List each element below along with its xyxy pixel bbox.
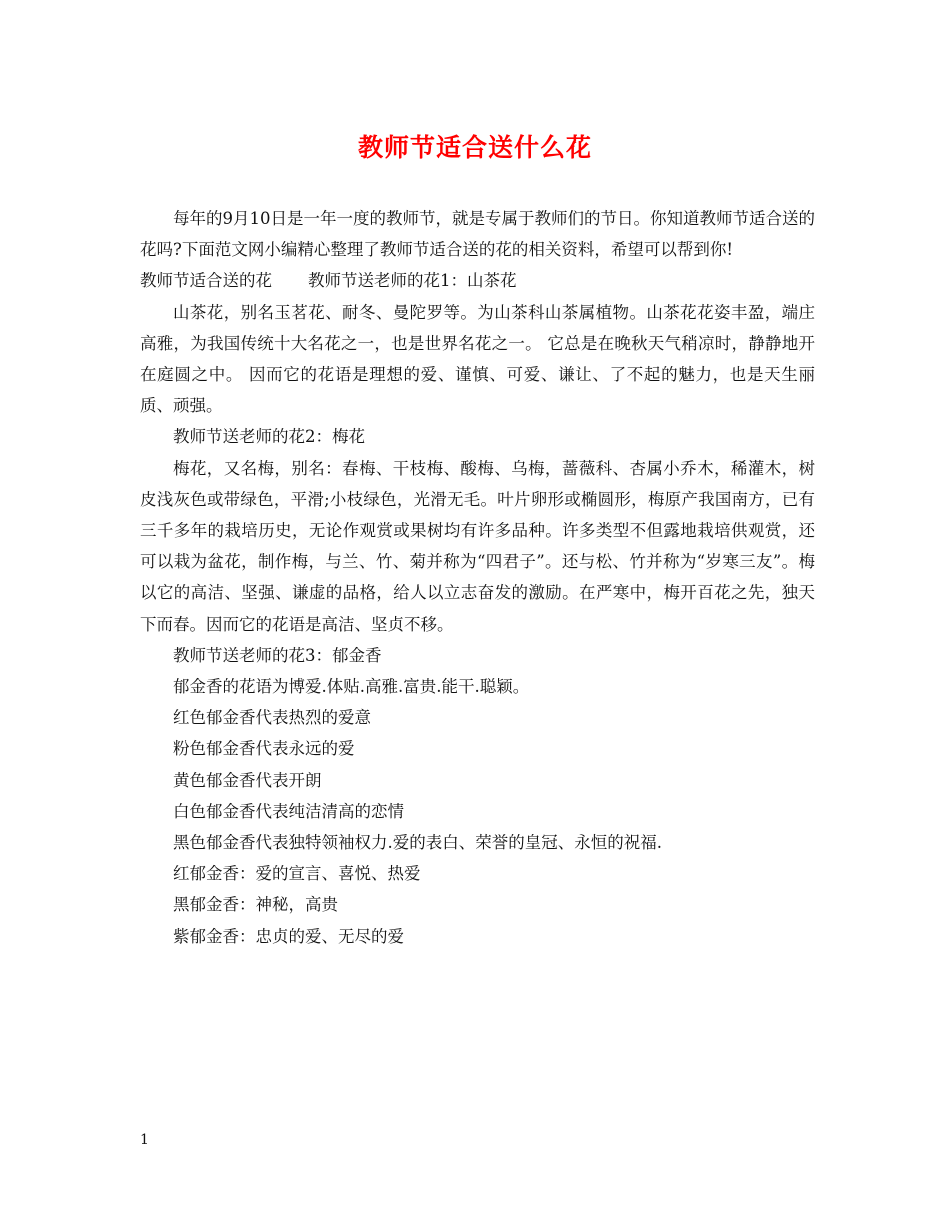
tulip-line: 黑郁金香：神秘，高贵 bbox=[173, 895, 338, 915]
document-body bbox=[140, 203, 815, 952]
tulip-line: 红郁金香：爱的宣言、喜悦、热爱 bbox=[173, 864, 421, 884]
tulip-line: 白色郁金香代表纯洁清高的恋情 bbox=[173, 801, 404, 821]
tulip-line: 黑色郁金香代表独特领袖权力.爱的表白、荣誉的皇冠、永恒的祝福. bbox=[173, 833, 662, 853]
camellia-paragraph: 山茶花，别名玉茗花、耐冬、曼陀罗等。为山茶科山茶属植物。山茶花花姿丰盈，端庄高雅，为我国传统十大名花之一，也是世界名花之一。 它总是在晚秋天气稍凉时，静静地开在庭圆之中。 因而它的花语是理想的爱、谨慎、可爱、谦让、了不起的魅力，也是天生丽质、顽强。 bbox=[140, 302, 815, 416]
heading-camellia: 教师节送老师的花1：山茶花 bbox=[308, 271, 517, 291]
section-line bbox=[140, 265, 815, 296]
document-title: 教师节适合送什么花 bbox=[357, 133, 592, 162]
tulip-line: 紫郁金香：忠贞的爱、无尽的爱 bbox=[173, 926, 404, 946]
section-label: 教师节适合送的花 bbox=[140, 271, 272, 291]
tulip-line: 郁金香的花语为博爱.体贴.高雅.富贵.能干.聪颖。 bbox=[173, 677, 530, 697]
page-number: 1 bbox=[140, 1132, 149, 1148]
intro-paragraph: 每年的9月10日是一年一度的教师节，就是专属于教师们的节日。你知道教师节适合送的花吗?下面范文网小编精心整理了教师节适合送的花的相关资料，希望可以帮到你! bbox=[140, 209, 815, 260]
heading-plum: 教师节送老师的花2：梅花 bbox=[173, 427, 365, 447]
tulip-line: 粉色郁金香代表永远的爱 bbox=[173, 739, 355, 759]
plum-paragraph: 梅花，又名梅，别名：春梅、干枝梅、酸梅、乌梅，蔷薇科、杏属小乔木，稀灌木，树皮浅灰色或带绿色，平滑;小枝绿色，光滑无毛。叶片卵形或椭圆形，梅原产我国南方，已有三千多年的栽培历史，无论作观赏或果树均有许多品种。许多类型不但露地栽培供观赏，还可以栽为盆花，制作梅，与兰、竹、菊并称为“四君子”。还与松、竹并称为“岁寒三友”。梅以它的高洁、坚强、谦虚的品格，给人以立志奋发的激励。在严寒中，梅开百花之先，独天下而春。因而它的花语是高洁、坚贞不移。 bbox=[140, 458, 815, 634]
tulip-line: 红色郁金香代表热烈的爱意 bbox=[173, 708, 371, 728]
heading-tulip: 教师节送老师的花3：郁金香 bbox=[173, 645, 382, 665]
tulip-line: 黄色郁金香代表开朗 bbox=[173, 770, 322, 790]
